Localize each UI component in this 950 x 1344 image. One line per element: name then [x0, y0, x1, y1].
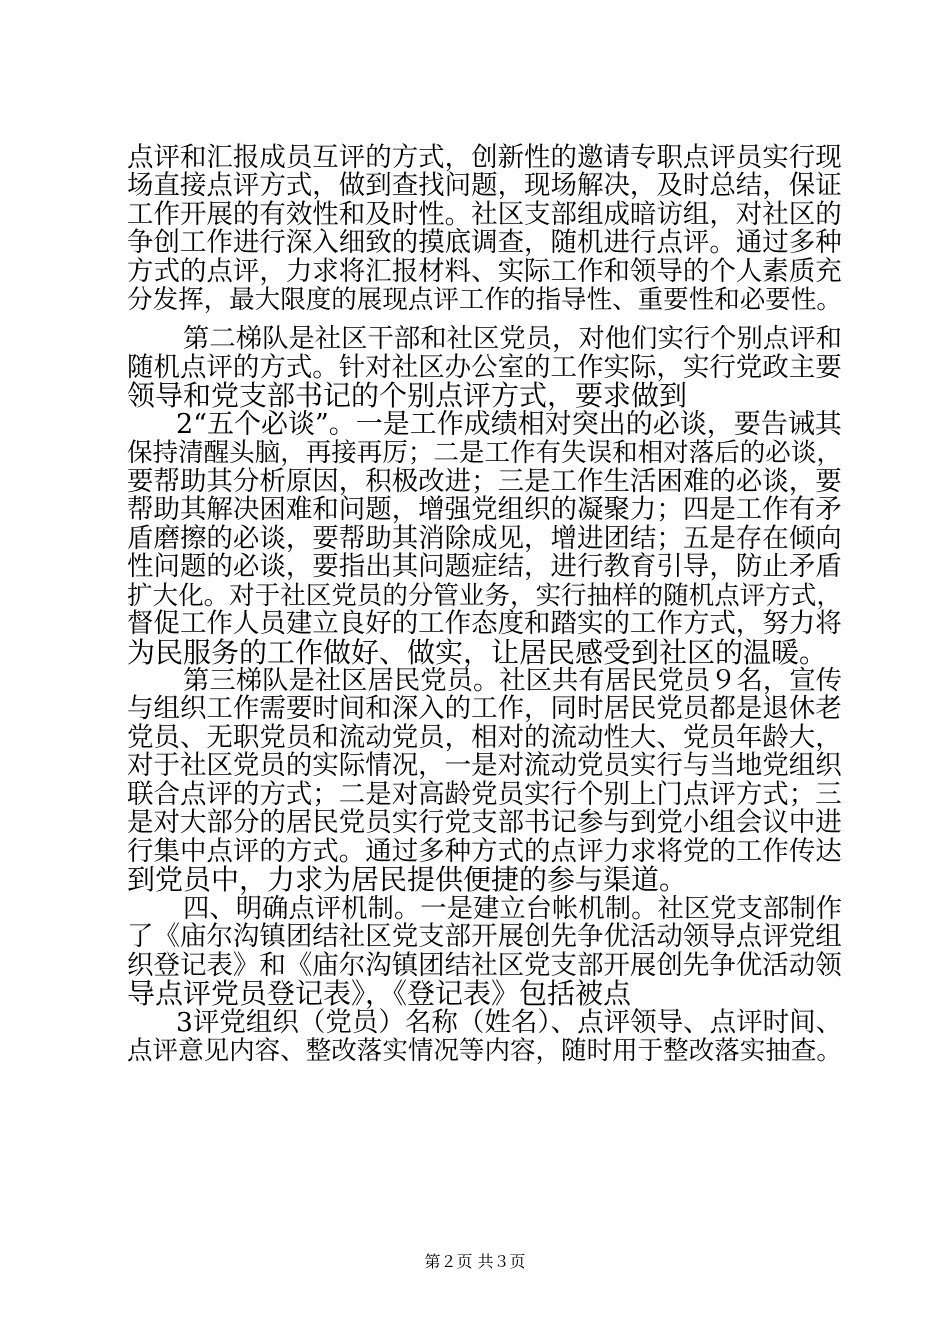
- text-line: 是对大部分的居民党员实行党支部书记参与到党小组会议中进: [127, 807, 842, 838]
- text-line: 联合点评的方式；二是对高龄党员实行个别上门点评方式；三: [127, 779, 842, 810]
- text-line: 保持清醒头脑，再接再厉；二是工作有失误和相对落后的必谈，: [127, 438, 842, 468]
- text-line: 要帮助其分析原因，积极改进；三是工作生活困难的必谈，要: [127, 466, 842, 497]
- text-line: 点评和汇报成员互评的方式，创新性的邀请专职点评员实行现: [127, 142, 842, 173]
- text-line: 3评党组织（党员）名称（姓名）、点评领导、点评时间、: [176, 1007, 843, 1038]
- text-line: 随机点评的方式。针对社区办公室的工作实际，实行党政主要: [127, 352, 842, 383]
- text-line: 为民服务的工作做好、做实，让居民感受到社区的温暖。: [127, 636, 828, 669]
- text-line: 点评意见内容、整改落实情况等内容，随时用于整改落实抽查。: [127, 1036, 842, 1066]
- text-line: 扩大化。对于社区党员的分管业务，实行抽样的随机点评方式，: [127, 581, 842, 611]
- text-line: 工作开展的有效性和及时性。社区支部组成暗访组，对社区的: [127, 199, 842, 230]
- text-line: 对于社区党员的实际情况，一是对流动党员实行与当地党组织: [127, 750, 842, 781]
- text-line: 方式的点评，力求将汇报材料、实际工作和领导的个人素质充: [127, 256, 842, 287]
- text-line: 2“五个必谈”。一是工作成绩相对突出的必谈，要告诫其: [176, 409, 842, 440]
- page-number-footer: 第２页 共３页: [424, 1252, 526, 1271]
- text-line: 第二梯队是社区干部和社区党员，对他们实行个别点评和: [183, 324, 842, 354]
- text-line: 织登记表》和《庙尔沟镇团结社区党支部开展创先争优活动领: [127, 950, 842, 981]
- text-line: 党员、无职党员和流动党员，相对的流动性大、党员年龄大，: [127, 722, 842, 753]
- text-line: 盾磨擦的必谈，要帮助其消除成见，增进团结；五是存在倾向: [127, 523, 842, 554]
- text-line: 场直接点评方式，做到查找问题，现场解决，及时总结，保证: [127, 170, 842, 201]
- text-line: 到党员中，力求为居民提供便捷的参与渠道。: [127, 863, 688, 896]
- text-line: 性问题的必谈，要指出其问题症结，进行教育引导，防止矛盾: [127, 551, 842, 582]
- text-line: 与组织工作需要时间和深入的工作，同时居民党员都是退休老: [127, 693, 842, 724]
- text-line: 了《庙尔沟镇团结社区党支部开展创先争优活动领导点评党组: [127, 921, 842, 952]
- text-line: 行集中点评的方式。通过多种方式的点评力求将党的工作传达: [127, 836, 842, 867]
- text-line: 第三梯队是社区居民党员。社区共有居民党员９名，宣传: [183, 666, 842, 696]
- text-line: 帮助其解决困难和问题，增强党组织的凝聚力；四是工作有矛: [127, 494, 842, 525]
- text-line: 四、明确点评机制。一是建立台帐机制。社区党支部制作: [183, 894, 842, 924]
- text-line: 分发挥，最大限度的展现点评工作的指导性、重要性和必要性。: [127, 285, 842, 315]
- text-line: 导点评党员登记表》，《登记表》包括被点: [127, 977, 632, 1010]
- text-line: 督促工作人员建立良好的工作态度和踏实的工作方式，努力将: [127, 608, 842, 639]
- text-line: 争创工作进行深入细致的摸底调查，随机进行点评。通过多种: [127, 227, 842, 258]
- text-line: 领导和党支部书记的个别点评方式，要求做到: [127, 379, 688, 412]
